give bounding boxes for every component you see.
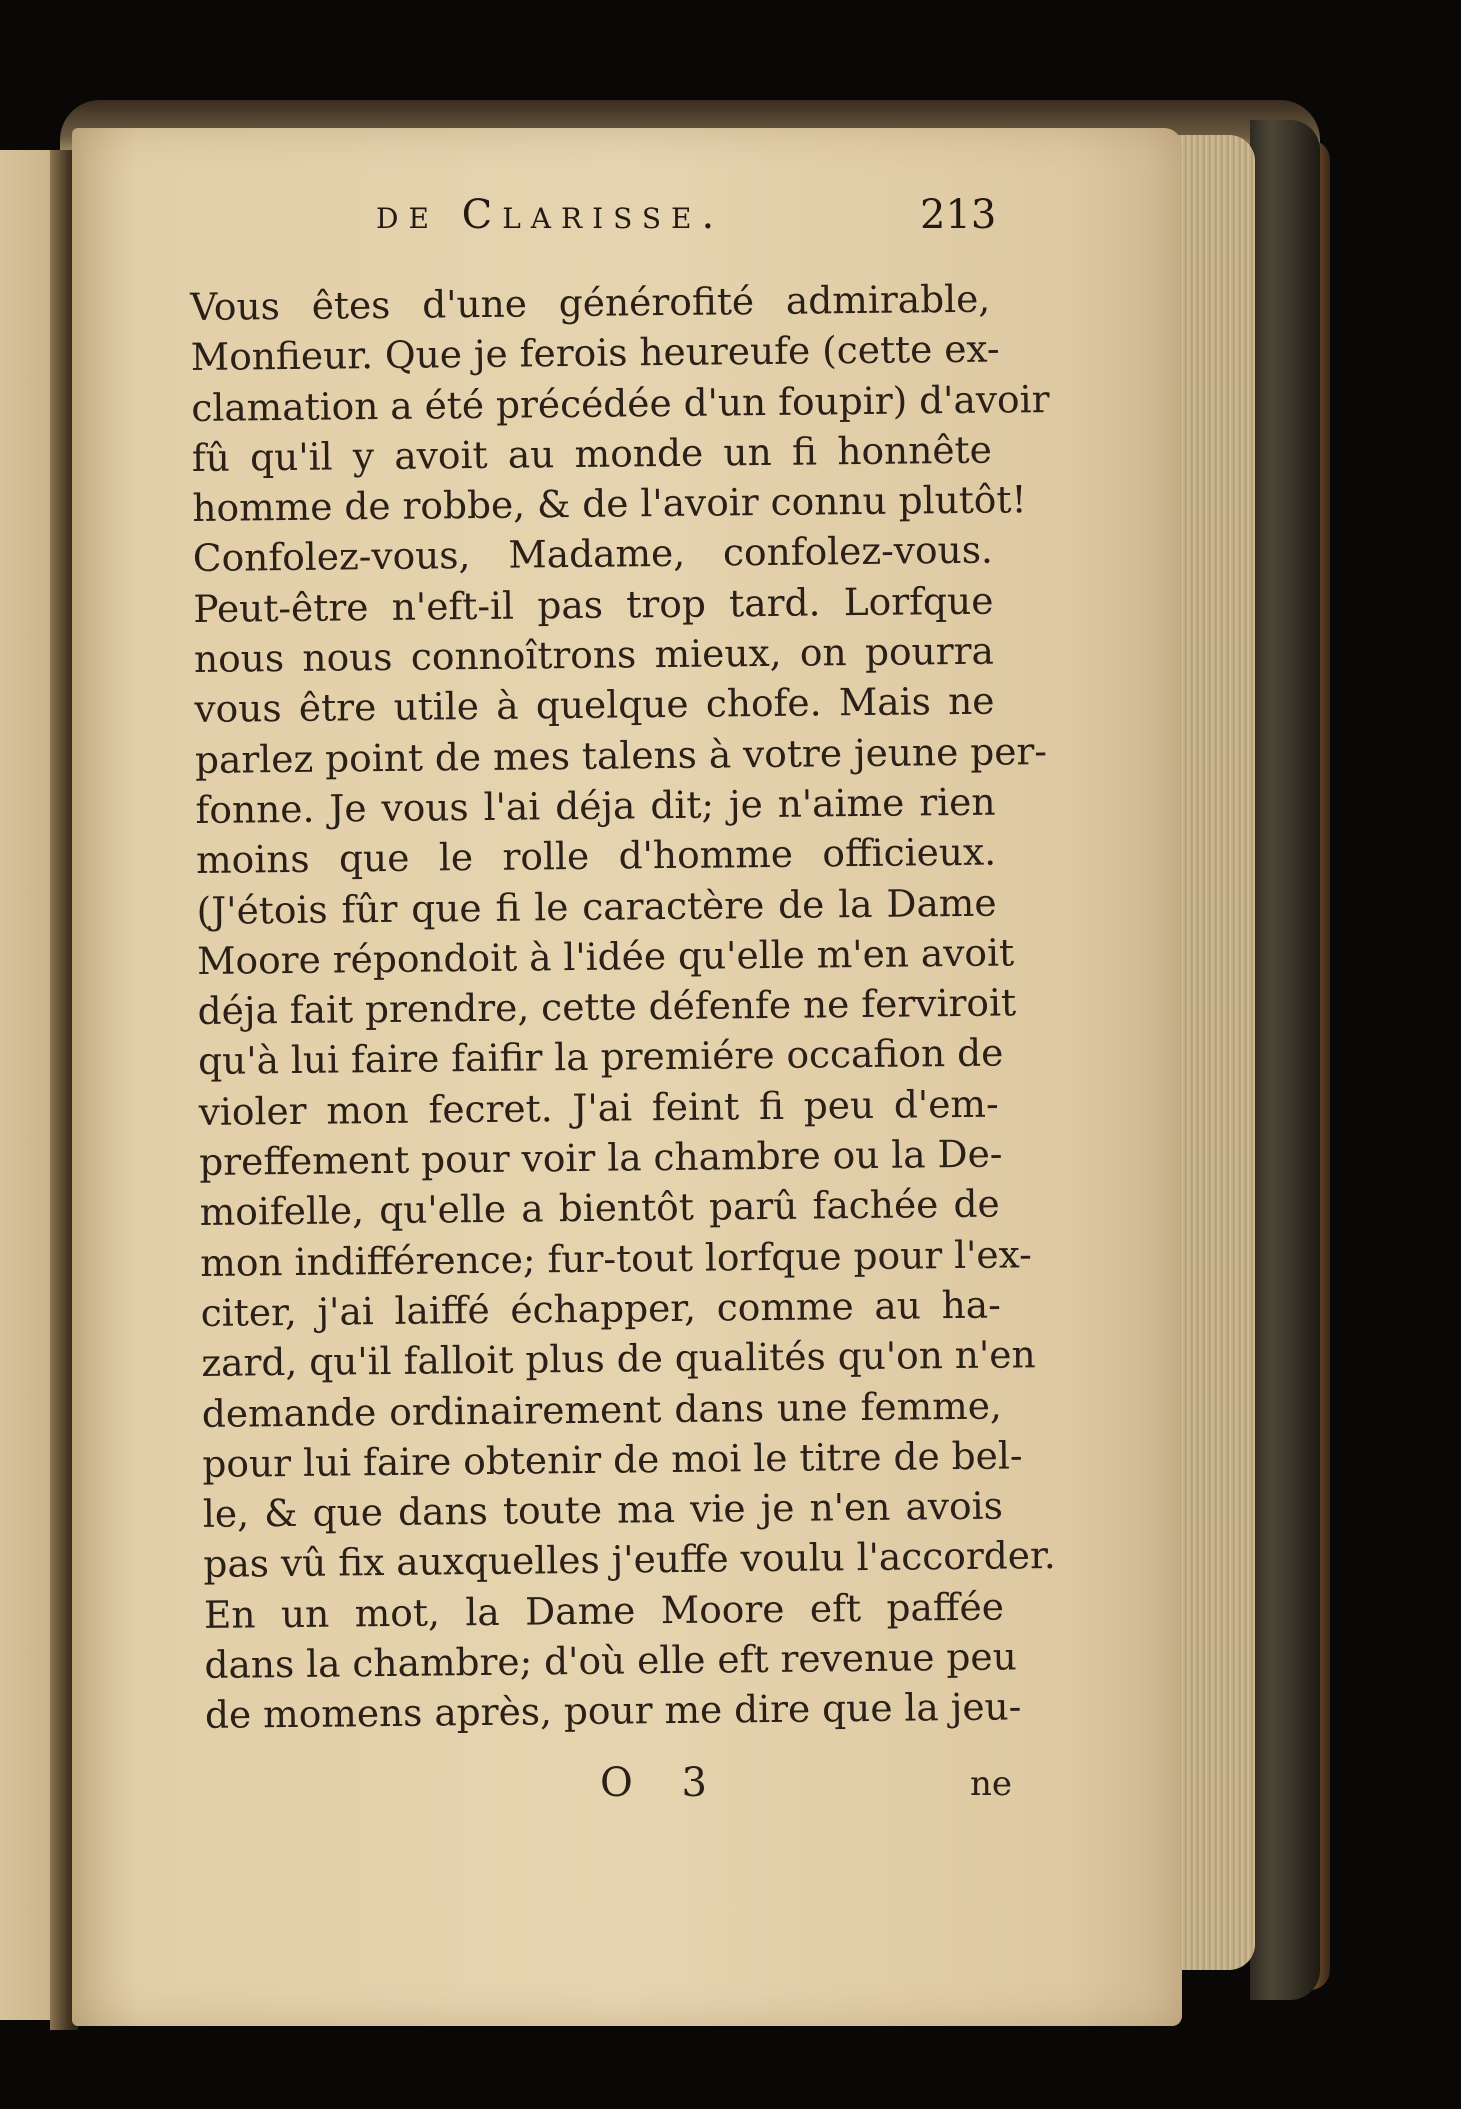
text-line: citer, j'ai laiffé échapper, comme au ha- [200, 1282, 1001, 1335]
catchword: ne [970, 1764, 1013, 1804]
text-line: fû qu'il y avoit au monde un fi honnête [191, 427, 993, 480]
text-line: qu'à lui faire faifir la premiére occafion de [197, 1030, 1004, 1084]
text-line: mon indifférence; fur-tout lorfque pour l'ex- [200, 1231, 1032, 1285]
text-line: nous nous connoîtrons mieux, on pourra [193, 628, 995, 682]
text-line: Peut-être n'eft-il pas trop tard. Lorfque [193, 578, 994, 631]
text-line: clamation a été précédée d'un foupir) d'avoir [191, 376, 1050, 430]
text-line: demande ordinairement dans une femme, [201, 1383, 1003, 1436]
text-line: dans la chambre; d'où elle eft revenue peu [204, 1634, 1017, 1687]
text-line: (J'étois fûr que fi le caractère de la Dame [196, 880, 997, 933]
text-line: vous être utile à quelque chofe. Mais ne [194, 678, 995, 732]
text-line: Vous êtes d'une générofité admirable, [190, 276, 991, 329]
text-line: Monfieur. Que je ferois heureufe (cette ex- [190, 326, 1000, 380]
page-number: 213 [920, 192, 997, 238]
text-line: Moore répondoit à l'idée qu'elle m'en avoit [196, 930, 1015, 983]
page-header [320, 188, 1020, 248]
signature-mark: O 3 [600, 1760, 725, 1806]
text-line: Confolez-vous, Madame, confolez-vous. [192, 528, 994, 581]
text-line: violer mon fecret. J'ai feint fi peu d'em- [198, 1081, 999, 1134]
text-line: fonne. Je vous l'ai déja dit; je n'aime rien [195, 779, 996, 832]
text-line: parlez point de mes talens à votre jeune per- [194, 728, 1048, 782]
text-line: moins que le rolle d'homme officieux. [195, 829, 997, 883]
text-line: déja fait prendre, cette défenfe ne ferviroit [197, 980, 1017, 1034]
text-line: homme de robbe, & de l'avoir connu plutôt! [192, 477, 1027, 531]
marbled-board [1250, 120, 1320, 2000]
text-line: pour lui faire obtenir de moi le titre de bel- [202, 1433, 1023, 1486]
text-line: preffement pour voir la chambre ou la De- [198, 1131, 1003, 1184]
text-line: moifelle, qu'elle a bientôt parû fachée de [199, 1181, 1000, 1235]
text-line: zard, qu'il falloit plus de qualités qu'on n'en [201, 1332, 1036, 1386]
body-text [190, 274, 1056, 1741]
page-footer [600, 1760, 1020, 1820]
running-head: de Clarisse. [376, 192, 725, 238]
text-line: le, & que dans toute ma vie je n'en avois [202, 1483, 1004, 1537]
text-line: En un mot, la Dame Moore eft paffée [203, 1584, 1005, 1637]
text-line: pas vû fix auxquelles j'euffe voulu l'accorder. [203, 1533, 1056, 1587]
text-line: de momens après, pour me dire que la jeu- [204, 1684, 1022, 1738]
